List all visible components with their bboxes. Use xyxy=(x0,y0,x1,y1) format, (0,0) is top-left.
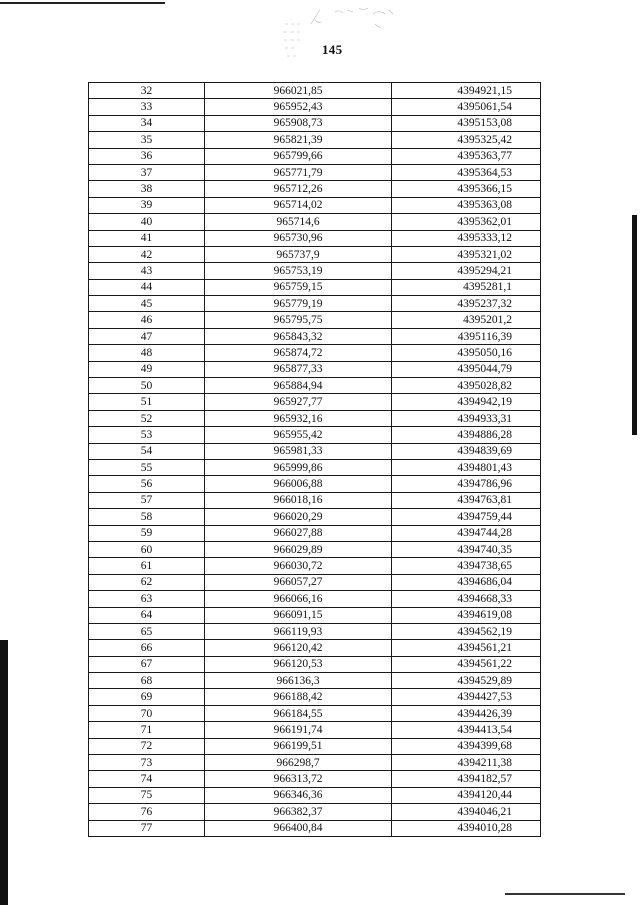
table-row xyxy=(89,246,541,262)
point-number-cell: 50 xyxy=(89,378,205,394)
y-coordinate-cell: 4394426,39 xyxy=(392,705,541,721)
y-coordinate-cell: 4394786,96 xyxy=(392,476,541,492)
y-coordinate-cell: 4395050,16 xyxy=(392,345,541,361)
table-row xyxy=(89,574,541,590)
table-row xyxy=(89,427,541,443)
point-number-cell: 46 xyxy=(89,312,205,328)
x-coordinate-cell: 966191,74 xyxy=(205,722,392,738)
y-coordinate-cell: 4394120,44 xyxy=(392,787,541,803)
table-row xyxy=(89,656,541,672)
table-row xyxy=(89,673,541,689)
point-number-cell: 58 xyxy=(89,509,205,525)
x-coordinate-cell: 966027,88 xyxy=(205,525,392,541)
x-coordinate-cell: 966120,42 xyxy=(205,640,392,656)
point-number-cell: 44 xyxy=(89,279,205,295)
y-coordinate-cell: 4394740,35 xyxy=(392,541,541,557)
point-number-cell: 71 xyxy=(89,722,205,738)
y-coordinate-cell: 4394046,21 xyxy=(392,804,541,820)
x-coordinate-cell: 966119,93 xyxy=(205,623,392,639)
x-coordinate-cell: 965877,33 xyxy=(205,361,392,377)
point-number-cell: 37 xyxy=(89,164,205,180)
x-coordinate-cell: 965999,86 xyxy=(205,459,392,475)
scan-edge-line-top xyxy=(0,2,165,4)
x-coordinate-cell: 965737,9 xyxy=(205,246,392,262)
x-coordinate-cell: 966184,55 xyxy=(205,705,392,721)
x-coordinate-cell: 965884,94 xyxy=(205,378,392,394)
x-coordinate-cell: 965952,43 xyxy=(205,99,392,115)
point-number-cell: 75 xyxy=(89,787,205,803)
point-number-cell: 67 xyxy=(89,656,205,672)
y-coordinate-cell: 4394561,21 xyxy=(392,640,541,656)
point-number-cell: 40 xyxy=(89,214,205,230)
point-number-cell: 36 xyxy=(89,148,205,164)
x-coordinate-cell: 965795,75 xyxy=(205,312,392,328)
table-row xyxy=(89,214,541,230)
x-coordinate-cell: 965759,15 xyxy=(205,279,392,295)
x-coordinate-cell: 966029,89 xyxy=(205,541,392,557)
point-number-cell: 74 xyxy=(89,771,205,787)
x-coordinate-cell: 965843,32 xyxy=(205,328,392,344)
y-coordinate-cell: 4394211,38 xyxy=(392,755,541,771)
point-number-cell: 64 xyxy=(89,607,205,623)
table-row xyxy=(89,820,541,836)
table-row xyxy=(89,476,541,492)
point-number-cell: 35 xyxy=(89,132,205,148)
x-coordinate-cell: 965955,42 xyxy=(205,427,392,443)
table-row xyxy=(89,197,541,213)
point-number-cell: 43 xyxy=(89,263,205,279)
table-row xyxy=(89,115,541,131)
point-number-cell: 70 xyxy=(89,705,205,721)
table-row xyxy=(89,509,541,525)
x-coordinate-cell: 965730,96 xyxy=(205,230,392,246)
x-coordinate-cell: 966030,72 xyxy=(205,558,392,574)
x-coordinate-cell: 966188,42 xyxy=(205,689,392,705)
x-coordinate-cell: 966313,72 xyxy=(205,771,392,787)
x-coordinate-cell: 965932,16 xyxy=(205,410,392,426)
x-coordinate-cell: 965821,39 xyxy=(205,132,392,148)
table-row xyxy=(89,279,541,295)
y-coordinate-cell: 4394562,19 xyxy=(392,623,541,639)
x-coordinate-cell: 966136,3 xyxy=(205,673,392,689)
y-coordinate-cell: 4395325,42 xyxy=(392,132,541,148)
table-row xyxy=(89,361,541,377)
y-coordinate-cell: 4395366,15 xyxy=(392,181,541,197)
y-coordinate-cell: 4395294,21 xyxy=(392,263,541,279)
point-number-cell: 47 xyxy=(89,328,205,344)
point-number-cell: 65 xyxy=(89,623,205,639)
point-number-cell: 54 xyxy=(89,443,205,459)
point-number-cell: 72 xyxy=(89,738,205,754)
coordinates-table xyxy=(88,82,541,837)
x-coordinate-cell: 966120,53 xyxy=(205,656,392,672)
point-number-cell: 76 xyxy=(89,804,205,820)
x-coordinate-cell: 965712,26 xyxy=(205,181,392,197)
y-coordinate-cell: 4395363,77 xyxy=(392,148,541,164)
point-number-cell: 41 xyxy=(89,230,205,246)
x-coordinate-cell: 966066,16 xyxy=(205,591,392,607)
table-row xyxy=(89,99,541,115)
table-row xyxy=(89,181,541,197)
table-row xyxy=(89,525,541,541)
x-coordinate-cell: 966346,36 xyxy=(205,787,392,803)
y-coordinate-cell: 4394744,28 xyxy=(392,525,541,541)
y-coordinate-cell: 4395281,1 xyxy=(392,279,541,295)
point-number-cell: 62 xyxy=(89,574,205,590)
y-coordinate-cell: 4394763,81 xyxy=(392,492,541,508)
x-coordinate-cell: 965771,79 xyxy=(205,164,392,180)
y-coordinate-cell: 4394759,44 xyxy=(392,509,541,525)
x-coordinate-cell: 966020,29 xyxy=(205,509,392,525)
y-coordinate-cell: 4395364,53 xyxy=(392,164,541,180)
table-row xyxy=(89,722,541,738)
page-number: 145 xyxy=(322,42,343,57)
table-row xyxy=(89,345,541,361)
coordinates-table-body xyxy=(89,83,541,837)
x-coordinate-cell: 965714,6 xyxy=(205,214,392,230)
point-number-cell: 59 xyxy=(89,525,205,541)
y-coordinate-cell: 4395044,79 xyxy=(392,361,541,377)
y-coordinate-cell: 4394399,68 xyxy=(392,738,541,754)
table-row xyxy=(89,755,541,771)
point-number-cell: 55 xyxy=(89,459,205,475)
table-row xyxy=(89,787,541,803)
point-number-cell: 66 xyxy=(89,640,205,656)
table-row xyxy=(89,164,541,180)
point-number-cell: 32 xyxy=(89,83,205,99)
y-coordinate-cell: 4395153,08 xyxy=(392,115,541,131)
x-coordinate-cell: 965779,19 xyxy=(205,296,392,312)
point-number-cell: 48 xyxy=(89,345,205,361)
y-coordinate-cell: 4395028,82 xyxy=(392,378,541,394)
x-coordinate-cell: 965874,72 xyxy=(205,345,392,361)
table-row xyxy=(89,296,541,312)
x-coordinate-cell: 965799,66 xyxy=(205,148,392,164)
y-coordinate-cell: 4394413,54 xyxy=(392,722,541,738)
table-row xyxy=(89,771,541,787)
table-row xyxy=(89,312,541,328)
scan-edge-line-bottom xyxy=(505,893,625,895)
table-row xyxy=(89,558,541,574)
y-coordinate-cell: 4395237,32 xyxy=(392,296,541,312)
y-coordinate-cell: 4394942,19 xyxy=(392,394,541,410)
point-number-cell: 52 xyxy=(89,410,205,426)
x-coordinate-cell: 965714,02 xyxy=(205,197,392,213)
point-number-cell: 33 xyxy=(89,99,205,115)
y-coordinate-cell: 4395363,08 xyxy=(392,197,541,213)
y-coordinate-cell: 4394801,43 xyxy=(392,459,541,475)
point-number-cell: 63 xyxy=(89,591,205,607)
y-coordinate-cell: 4395321,02 xyxy=(392,246,541,262)
y-coordinate-cell: 4394561,22 xyxy=(392,656,541,672)
y-coordinate-cell: 4395116,39 xyxy=(392,328,541,344)
x-coordinate-cell: 965981,33 xyxy=(205,443,392,459)
table-row xyxy=(89,410,541,426)
table-row xyxy=(89,804,541,820)
y-coordinate-cell: 4394182,57 xyxy=(392,771,541,787)
table-row xyxy=(89,492,541,508)
point-number-cell: 61 xyxy=(89,558,205,574)
x-coordinate-cell: 966057,27 xyxy=(205,574,392,590)
table-row xyxy=(89,459,541,475)
point-number-cell: 57 xyxy=(89,492,205,508)
scan-edge-bar-right xyxy=(632,215,637,435)
table-row xyxy=(89,443,541,459)
y-coordinate-cell: 4394839,69 xyxy=(392,443,541,459)
point-number-cell: 45 xyxy=(89,296,205,312)
x-coordinate-cell: 965908,73 xyxy=(205,115,392,131)
point-number-cell: 53 xyxy=(89,427,205,443)
point-number-cell: 34 xyxy=(89,115,205,131)
y-coordinate-cell: 4395362,01 xyxy=(392,214,541,230)
table-row xyxy=(89,230,541,246)
point-number-cell: 69 xyxy=(89,689,205,705)
point-number-cell: 77 xyxy=(89,820,205,836)
point-number-cell: 73 xyxy=(89,755,205,771)
table-row xyxy=(89,541,541,557)
x-coordinate-cell: 966199,51 xyxy=(205,738,392,754)
table-row xyxy=(89,263,541,279)
x-coordinate-cell: 965753,19 xyxy=(205,263,392,279)
y-coordinate-cell: 4394529,89 xyxy=(392,673,541,689)
point-number-cell: 56 xyxy=(89,476,205,492)
point-number-cell: 51 xyxy=(89,394,205,410)
y-coordinate-cell: 4394886,28 xyxy=(392,427,541,443)
y-coordinate-cell: 4394668,33 xyxy=(392,591,541,607)
table-row xyxy=(89,640,541,656)
table-row xyxy=(89,738,541,754)
x-coordinate-cell: 965927,77 xyxy=(205,394,392,410)
x-coordinate-cell: 966400,84 xyxy=(205,820,392,836)
y-coordinate-cell: 4395201,2 xyxy=(392,312,541,328)
table-row xyxy=(89,607,541,623)
point-number-cell: 42 xyxy=(89,246,205,262)
table-row xyxy=(89,148,541,164)
table-row xyxy=(89,394,541,410)
y-coordinate-cell: 4394738,65 xyxy=(392,558,541,574)
point-number-cell: 38 xyxy=(89,181,205,197)
y-coordinate-cell: 4395333,12 xyxy=(392,230,541,246)
table-row xyxy=(89,591,541,607)
x-coordinate-cell: 966021,85 xyxy=(205,83,392,99)
point-number-cell: 49 xyxy=(89,361,205,377)
point-number-cell: 68 xyxy=(89,673,205,689)
x-coordinate-cell: 966382,37 xyxy=(205,804,392,820)
y-coordinate-cell: 4394427,53 xyxy=(392,689,541,705)
scan-edge-bar-left xyxy=(0,640,8,905)
y-coordinate-cell: 4394933,31 xyxy=(392,410,541,426)
y-coordinate-cell: 4394686,04 xyxy=(392,574,541,590)
y-coordinate-cell: 4395061,54 xyxy=(392,99,541,115)
x-coordinate-cell: 966091,15 xyxy=(205,607,392,623)
point-number-cell: 60 xyxy=(89,541,205,557)
table-row xyxy=(89,623,541,639)
y-coordinate-cell: 4394619,08 xyxy=(392,607,541,623)
table-row xyxy=(89,705,541,721)
x-coordinate-cell: 966006,88 xyxy=(205,476,392,492)
table-row xyxy=(89,328,541,344)
point-number-cell: 39 xyxy=(89,197,205,213)
table-row xyxy=(89,132,541,148)
table-row xyxy=(89,689,541,705)
x-coordinate-cell: 966298,7 xyxy=(205,755,392,771)
table-row xyxy=(89,83,541,99)
y-coordinate-cell: 4394010,28 xyxy=(392,820,541,836)
faint-stamp-marks xyxy=(275,2,415,62)
x-coordinate-cell: 966018,16 xyxy=(205,492,392,508)
table-row xyxy=(89,378,541,394)
y-coordinate-cell: 4394921,15 xyxy=(392,83,541,99)
